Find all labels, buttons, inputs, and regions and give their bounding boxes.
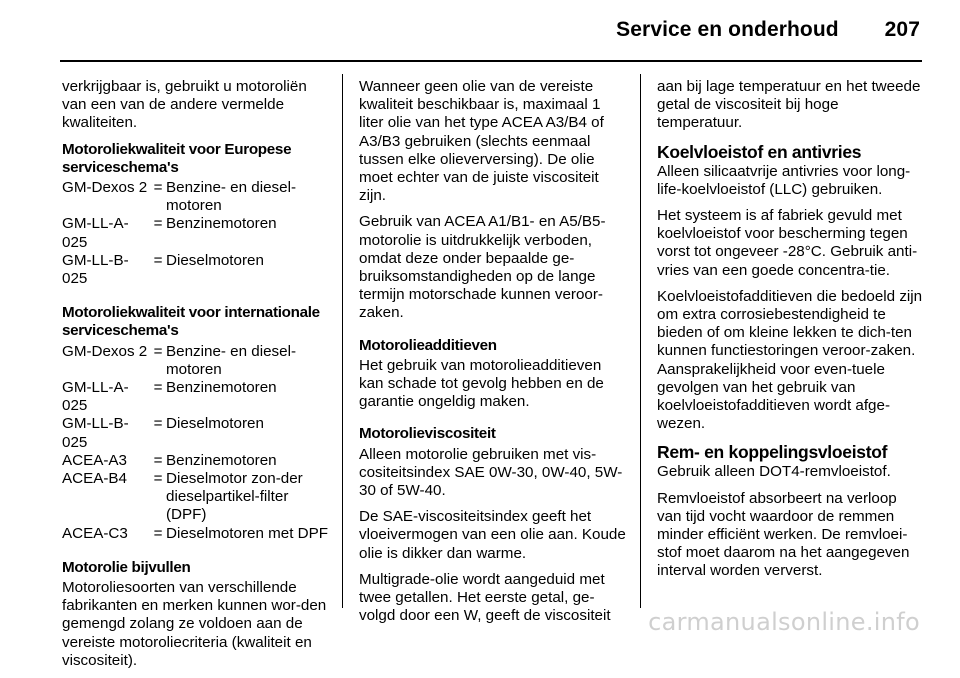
table-row [62, 179, 330, 215]
column-right [657, 78, 925, 589]
spec-cell: GM-LL-B-025 [62, 415, 129, 451]
watermark: carmanualsonline.info [648, 608, 920, 636]
intro-text: verkrijgbaar is, gebruikt u motoroliën van een van de andere vermelde kwaliteiten. [62, 78, 307, 132]
table-row [62, 252, 330, 288]
table-row [62, 452, 330, 470]
additives-heading: Motorolieadditieven [359, 336, 497, 354]
paragraph: Alleen silicaatvrije antivries voor long-life-koelvloeistof (LLC) gebruiken. [657, 162, 911, 198]
equals-cell: = [153, 215, 163, 233]
equals-cell: = [153, 415, 163, 433]
desc-cell: Benzine- en diesel-motoren [166, 179, 297, 215]
paragraph: Koelvloeistofadditieven die bedoeld zijn om extra corrosiebestendigheid te bieden of om kleine lekken te dich-ten kunnen functiestoringen veroor-zaken. Aansprakelijkheid voor even-tuele gevolgen van het gebruik van koelvloeistofadditieven wordt afge-wezen. [657, 287, 923, 433]
additives-text: Het gebruik van motorolieadditieven kan schade tot gevolg hebben en de garantie ongeldig maken. [359, 356, 604, 411]
table-row [62, 379, 330, 415]
table-row [62, 470, 330, 525]
equals-cell: = [153, 470, 163, 488]
equals-cell: = [153, 524, 163, 542]
desc-cell: Benzine- en diesel-motoren [166, 342, 297, 378]
paragraph: Multigrade-olie wordt aangeduid met twee getallen. Het eerste getal, ge-volgd door een W, geeft de viscositeit [359, 570, 611, 625]
equals-cell: = [153, 342, 163, 360]
table-row [62, 415, 330, 451]
paragraph: Gebruik van ACEA A1/B1- en A5/B5-motorolie is uitdrukkelijk verboden, omdat deze onder bepaalde ge-bruiksomstandigheden op de lange termijn motorschade kunnen veroor-zaken. [359, 213, 606, 322]
desc-cell: Benzinemotoren [166, 215, 277, 233]
coolant-heading: Koelvloeistof en antivries [657, 141, 862, 162]
spec-cell: GM-LL-A-025 [62, 215, 129, 251]
spec-cell: ACEA-A3 [62, 451, 127, 469]
column-divider [342, 74, 343, 608]
intl-oil-quality-heading: Motoroliekwaliteit voor internationale serviceschema's [62, 304, 320, 340]
paragraph: aan bij lage temperatuur en het tweede getal de viscositeit bij hoge temperatuur. [657, 78, 921, 132]
equals-cell: = [153, 251, 163, 269]
desc-cell: Benzinemotoren [166, 451, 277, 469]
table-row [62, 215, 330, 251]
refill-text: Motoroliesoorten van verschillende fabrikanten en merken kunnen wor-den gemengd zolang ze voldoen aan de vereiste motoroliecriteria (kwaliteit en viscositeit). [62, 579, 327, 669]
desc-cell: Dieselmotor zon-der dieselpartikel-filter (DPF) [166, 470, 303, 524]
spec-cell: GM-LL-A-025 [62, 379, 129, 415]
eu-oil-quality-table [62, 179, 330, 288]
page-header [616, 18, 920, 42]
column-middle [359, 78, 627, 633]
paragraph: Het systeem is af fabriek gevuld met koelvloeistof voor bescherming tegen vorst tot ongeveer -28°C. Gebruik anti-vries van een goede concentra-tie. [657, 207, 918, 279]
desc-cell: Benzinemotoren [166, 379, 277, 397]
equals-cell: = [153, 451, 163, 469]
page-title: Service en onderhoud [616, 18, 839, 41]
paragraph: De SAE-viscositeitsindex geeft het vloeivermogen van een olie aan. Koude olie is dikker dan warme. [359, 508, 626, 562]
refill-heading: Motorolie bijvullen [62, 558, 191, 576]
spec-cell: GM-LL-B-025 [62, 251, 129, 288]
table-row [62, 525, 330, 543]
spec-cell: GM-Dexos 2 [62, 342, 148, 360]
spec-cell: ACEA-B4 [62, 470, 127, 488]
viscosity-heading: Motorolieviscositeit [359, 425, 496, 443]
brake-fluid-heading: Rem- en koppelingsvloeistof [657, 442, 888, 463]
paragraph: Gebruik alleen DOT4-remvloeistof. [657, 463, 891, 481]
spec-cell: ACEA-C3 [62, 524, 128, 542]
paragraph: Remvloeistof absorbeert na verloop van tijd vocht waardoor de remmen minder efficiënt werken. De remvloei-stof moet daarom na het aangegeven interval worden ververst. [657, 489, 910, 580]
page-number: 207 [884, 18, 920, 41]
desc-cell: Dieselmotoren [166, 415, 264, 433]
desc-cell: Dieselmotoren [166, 251, 264, 269]
desc-cell: Dieselmotoren met DPF [166, 524, 329, 542]
equals-cell: = [153, 179, 163, 197]
equals-cell: = [153, 379, 163, 397]
column-divider [640, 74, 641, 608]
intl-oil-quality-table [62, 343, 330, 543]
column-left [62, 78, 330, 678]
paragraph: Wanneer geen olie van de vereiste kwaliteit beschikbaar is, maximaal 1 liter olie van het type ACEA A3/B4 of A3/B3 gebruiken (slechts eenmaal tussen elke olieverversing). De olie moet echter van de juiste viscositeit zijn. [359, 78, 604, 205]
eu-oil-quality-heading: Motoroliekwaliteit voor Europese serviceschema's [62, 140, 292, 176]
header-rule [60, 60, 922, 62]
spec-cell: GM-Dexos 2 [62, 179, 148, 197]
table-row [62, 343, 330, 379]
paragraph: Alleen motorolie gebruiken met vis-cositeitsindex SAE 0W-30, 0W-40, 5W-30 of 5W-40. [359, 445, 623, 500]
